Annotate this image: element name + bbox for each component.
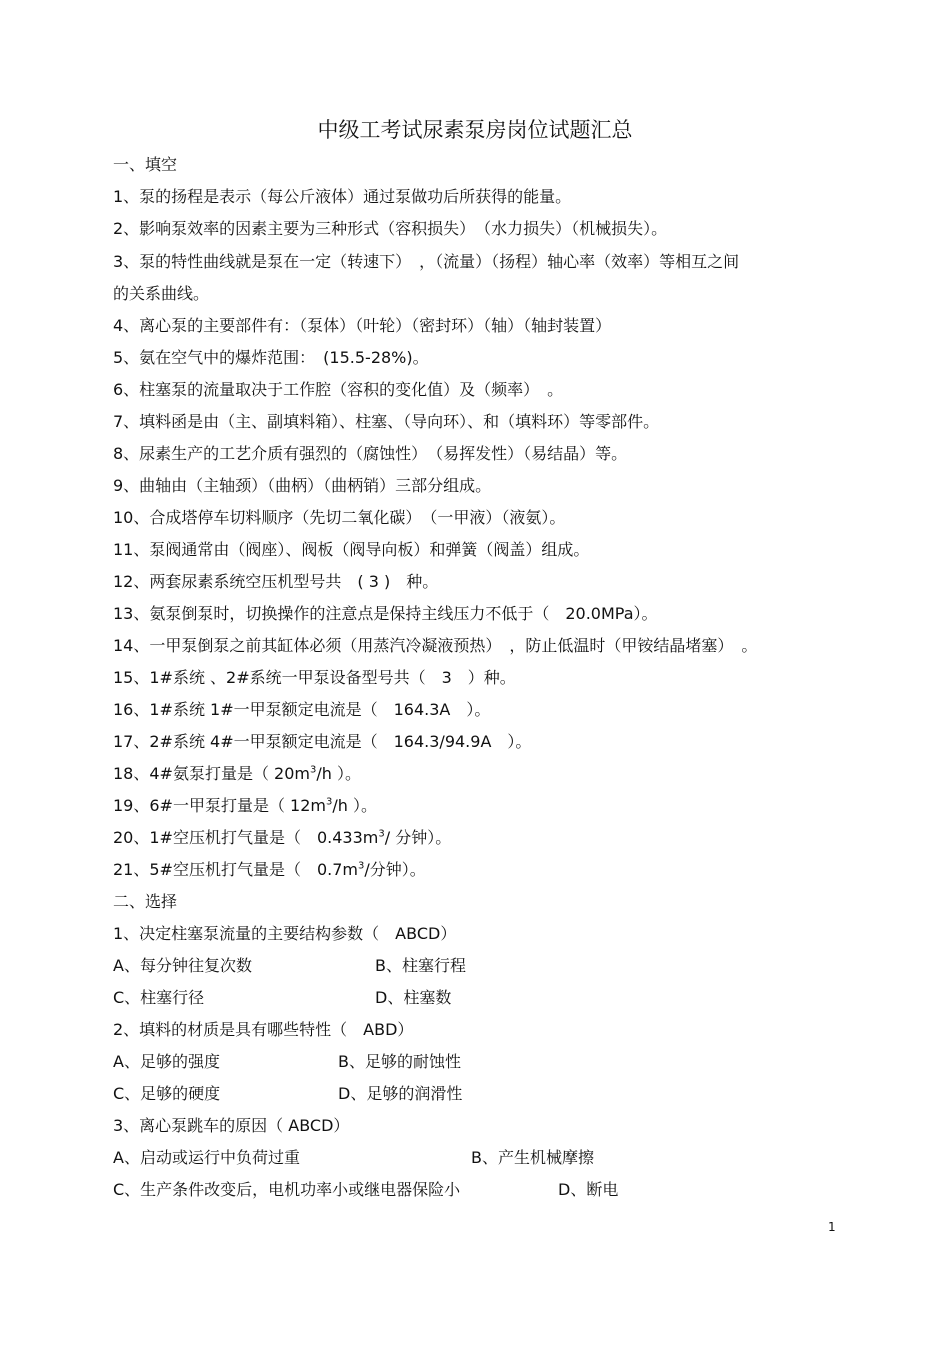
question-fill-19-text: 19、6#一甲泵打量是（ 12m bbox=[113, 796, 326, 815]
superscript-cubed: 3 bbox=[378, 828, 385, 840]
question-fill-18-text: 18、4#氨泵打量是（ 20m bbox=[113, 764, 310, 783]
choice-1-option-d: D、柱塞数 bbox=[375, 988, 452, 1007]
question-fill-4: 4、离心泵的主要部件有：（泵体）（叶轮）（密封环）（轴）（轴封装置） bbox=[113, 316, 612, 335]
superscript-cubed: 3 bbox=[357, 860, 365, 872]
question-fill-16: 16、1#系统 1#一甲泵额定电流是（ 164.3A ）。 bbox=[113, 700, 491, 719]
question-fill-7: 7、填料函是由（主、副填料箱）、柱塞、（导向环）、和（填料环）等零部件。 bbox=[113, 412, 660, 431]
question-choice-2: 2、填料的材质是具有哪些特性（ ABD） bbox=[113, 1020, 414, 1039]
choice-3-option-d: D、断电 bbox=[558, 1180, 619, 1199]
question-fill-2: 2、影响泵效率的因素主要为三种形式（容积损失） （水力损失）（机械损失）。 bbox=[113, 219, 668, 238]
question-fill-6: 6、柱塞泵的流量取决于工作腔（容积的变化值）及（频率） 。 bbox=[113, 380, 564, 399]
choice-1-option-a: A、每分钟往复次数 bbox=[113, 956, 252, 975]
question-fill-14: 14、一甲泵倒泵之前其缸体必须（用蒸汽冷凝液预热） ，防止低温时（甲铵结晶堵塞） 。 bbox=[113, 636, 758, 655]
document-title: 中级工考试尿素泵房岗位试题汇总 bbox=[317, 118, 633, 142]
question-fill-3-continued: 的关系曲线。 bbox=[113, 284, 210, 303]
question-fill-10: 10、合成塔停车切料顺序（先切二氧化碳） （一甲液）（液氨）。 bbox=[113, 508, 566, 527]
question-fill-1: 1、泵的扬程是表示（每公斤液体）通过泵做功后所获得的能量。 bbox=[113, 187, 572, 206]
question-fill-17: 17、2#系统 4#一甲泵额定电流是（ 164.3/94.9A ）。 bbox=[113, 732, 532, 751]
question-fill-20-text: 20、1#空压机打气量是（ 0.433m bbox=[113, 828, 379, 847]
choice-1-row-2 bbox=[113, 987, 452, 1009]
page-number: 1 bbox=[828, 1220, 836, 1234]
question-fill-5: 5、氨在空气中的爆炸范围： (15.5-28%)。 bbox=[113, 348, 429, 367]
choice-3-option-c: C、生产条件改变后，电机功率小或继电器保险小 bbox=[113, 1180, 461, 1199]
choice-2-option-c: C、足够的硬度 bbox=[113, 1084, 221, 1103]
question-fill-21-unit: /分钟）。 bbox=[364, 860, 426, 879]
question-fill-18-unit: /h ）。 bbox=[316, 764, 361, 783]
section-heading-fill-blank: 一、填空 bbox=[113, 155, 178, 174]
choice-1-option-b: B、柱塞行程 bbox=[375, 956, 466, 975]
choice-2-option-a: A、足够的强度 bbox=[113, 1052, 220, 1071]
question-choice-3: 3、离心泵跳车的原因（ ABCD） bbox=[113, 1116, 350, 1135]
choice-2-row-2 bbox=[113, 1083, 463, 1105]
question-fill-3: 3、泵的特性曲线就是泵在一定（转速下） ，（流量）（扬程）轴心率（效率）等相互之间 bbox=[113, 252, 740, 271]
question-fill-8: 8、尿素生产的工艺介质有强烈的（腐蚀性） （易挥发性）（易结晶）等。 bbox=[113, 444, 628, 463]
question-fill-11: 11、泵阀通常由（阀座）、阀板（阀导向板）和弹簧（阀盖）组成。 bbox=[113, 540, 590, 559]
question-fill-13: 13、氨泵倒泵时，切换操作的注意点是保持主线压力不低于（ 20.0MPa）。 bbox=[113, 604, 658, 623]
superscript-cubed: 3 bbox=[309, 764, 317, 776]
choice-2-option-b: B、足够的耐蚀性 bbox=[338, 1052, 461, 1071]
question-fill-20-unit: / 分钟）。 bbox=[384, 828, 452, 847]
choice-1-row-1 bbox=[113, 955, 466, 977]
section-heading-choice: 二、选择 bbox=[113, 892, 178, 911]
question-fill-9: 9、曲轴由（主轴颈）（曲柄）（曲柄销）三部分组成。 bbox=[113, 476, 492, 495]
question-fill-18 bbox=[113, 763, 361, 785]
question-fill-12: 12、两套尿素系统空压机型号共 ( 3 ) 种。 bbox=[113, 572, 439, 591]
choice-3-option-a: A、启动或运行中负荷过重 bbox=[113, 1148, 300, 1167]
question-fill-15: 15、1#系统 、2#系统一甲泵设备型号共（ 3 ）种。 bbox=[113, 668, 516, 687]
choice-3-option-b: B、产生机械摩擦 bbox=[471, 1148, 594, 1167]
choice-2-row-1 bbox=[113, 1051, 461, 1073]
choice-3-row-2 bbox=[113, 1179, 619, 1201]
question-fill-20 bbox=[113, 827, 451, 849]
question-fill-21 bbox=[113, 859, 426, 881]
question-fill-19-unit: /h ）。 bbox=[332, 796, 377, 815]
superscript-cubed: 3 bbox=[325, 796, 333, 808]
question-choice-1: 1、决定柱塞泵流量的主要结构参数（ ABCD） bbox=[113, 924, 457, 943]
choice-1-option-c: C、柱塞行径 bbox=[113, 988, 205, 1007]
question-fill-21-text: 21、5#空压机打气量是（ 0.7m bbox=[113, 860, 358, 879]
choice-3-row-1 bbox=[113, 1147, 594, 1169]
choice-2-option-d: D、足够的润滑性 bbox=[338, 1084, 463, 1103]
question-fill-19 bbox=[113, 795, 377, 817]
